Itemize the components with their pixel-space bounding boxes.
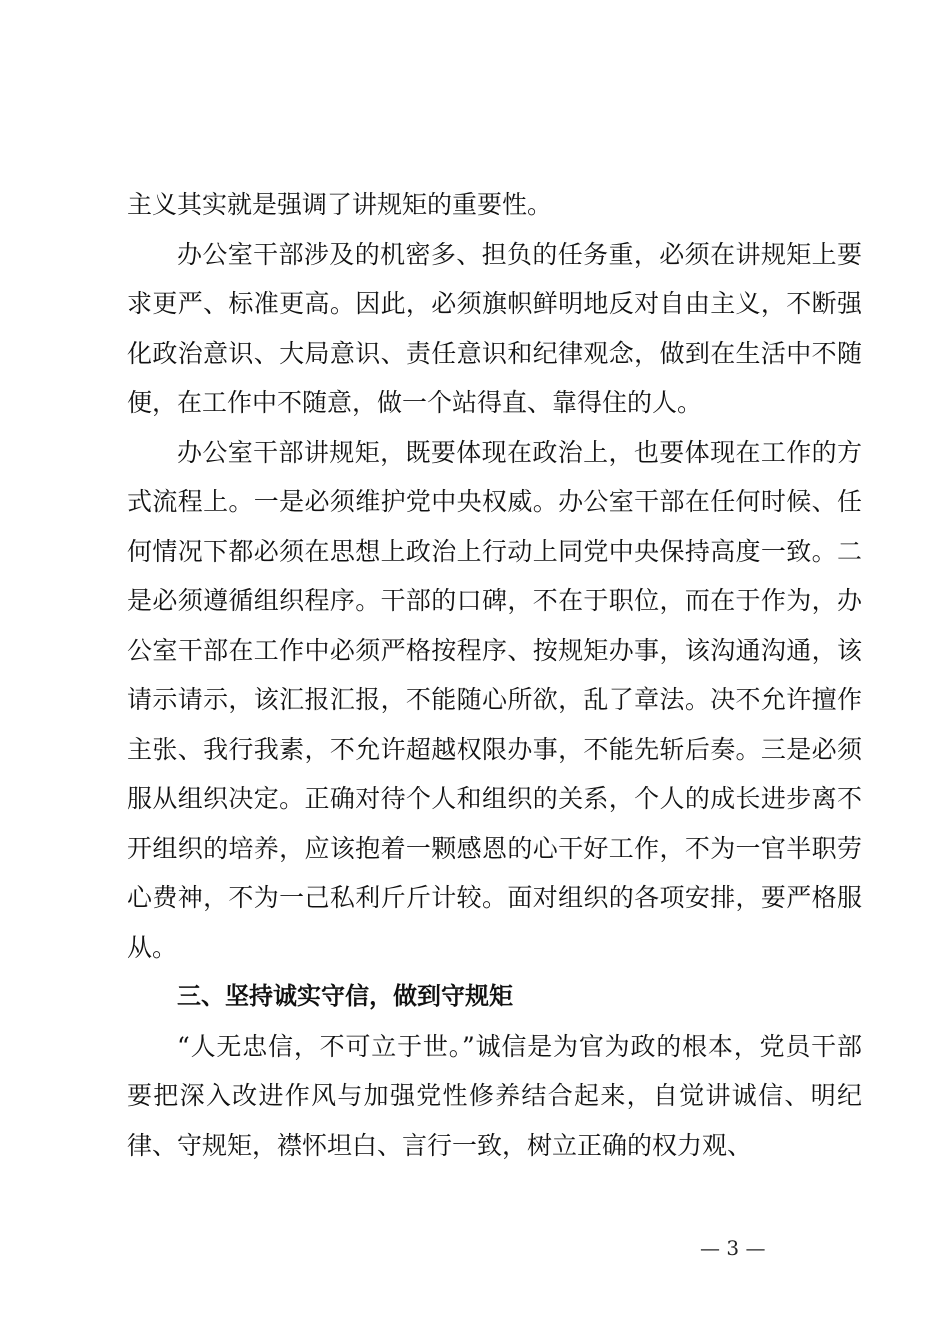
paragraph-integrity: “人无忠信，不可立于世。”诚信是为官为政的根本，党员干部要把深入改进作风与加强党性修养结合起来，自觉讲诚信、明纪律、守规矩，襟怀坦白、言行一致，树立正确的权力观、 [127, 1031, 862, 1160]
paragraph-continuation: 主义其实就是强调了讲规矩的重要性。 [127, 190, 553, 219]
document-body [127, 180, 862, 1170]
paragraph-office-cadres-rules: 办公室干部涉及的机密多、担负的任务重，必须在讲规矩上要求更严、标准更高。因此，必须旗帜鲜明地反对自由主义，不断强化政治意识、大局意识、责任意识和纪律观念，做到在生活中不随便，在工作中不随意，做一个站得直、靠得住的人。 [127, 239, 862, 417]
section-heading-three: 三、坚持诚实守信，做到守规矩 [177, 982, 513, 1010]
page-number: — 3 — [700, 1236, 766, 1260]
paragraph-political-and-workflow: 办公室干部讲规矩，既要体现在政治上，也要体现在工作的方式流程上。一是必须维护党中央权威。办公室干部在任何时候、任何情况下都必须在思想上政治上行动上同党中央保持高度一致。二是必须遵循组织程序。干部的口碑，不在于职位，而在于作为，办公室干部在工作中必须严格按程序、按规矩办事，该沟通沟通，该请示请示，该汇报汇报，不能随心所欲，乱了章法。决不允许擅作主张、我行我素，不允许超越权限办事，不能先斩后奏。三是必须服从组织决定。正确对待个人和组织的关系，个人的成长进步离不开组织的培养，应该抱着一颗感恩的心干好工作，不为一官半职劳心费神，不为一己私利斤斤计较。面对组织的各项安排，要严格服从。 [127, 437, 862, 962]
